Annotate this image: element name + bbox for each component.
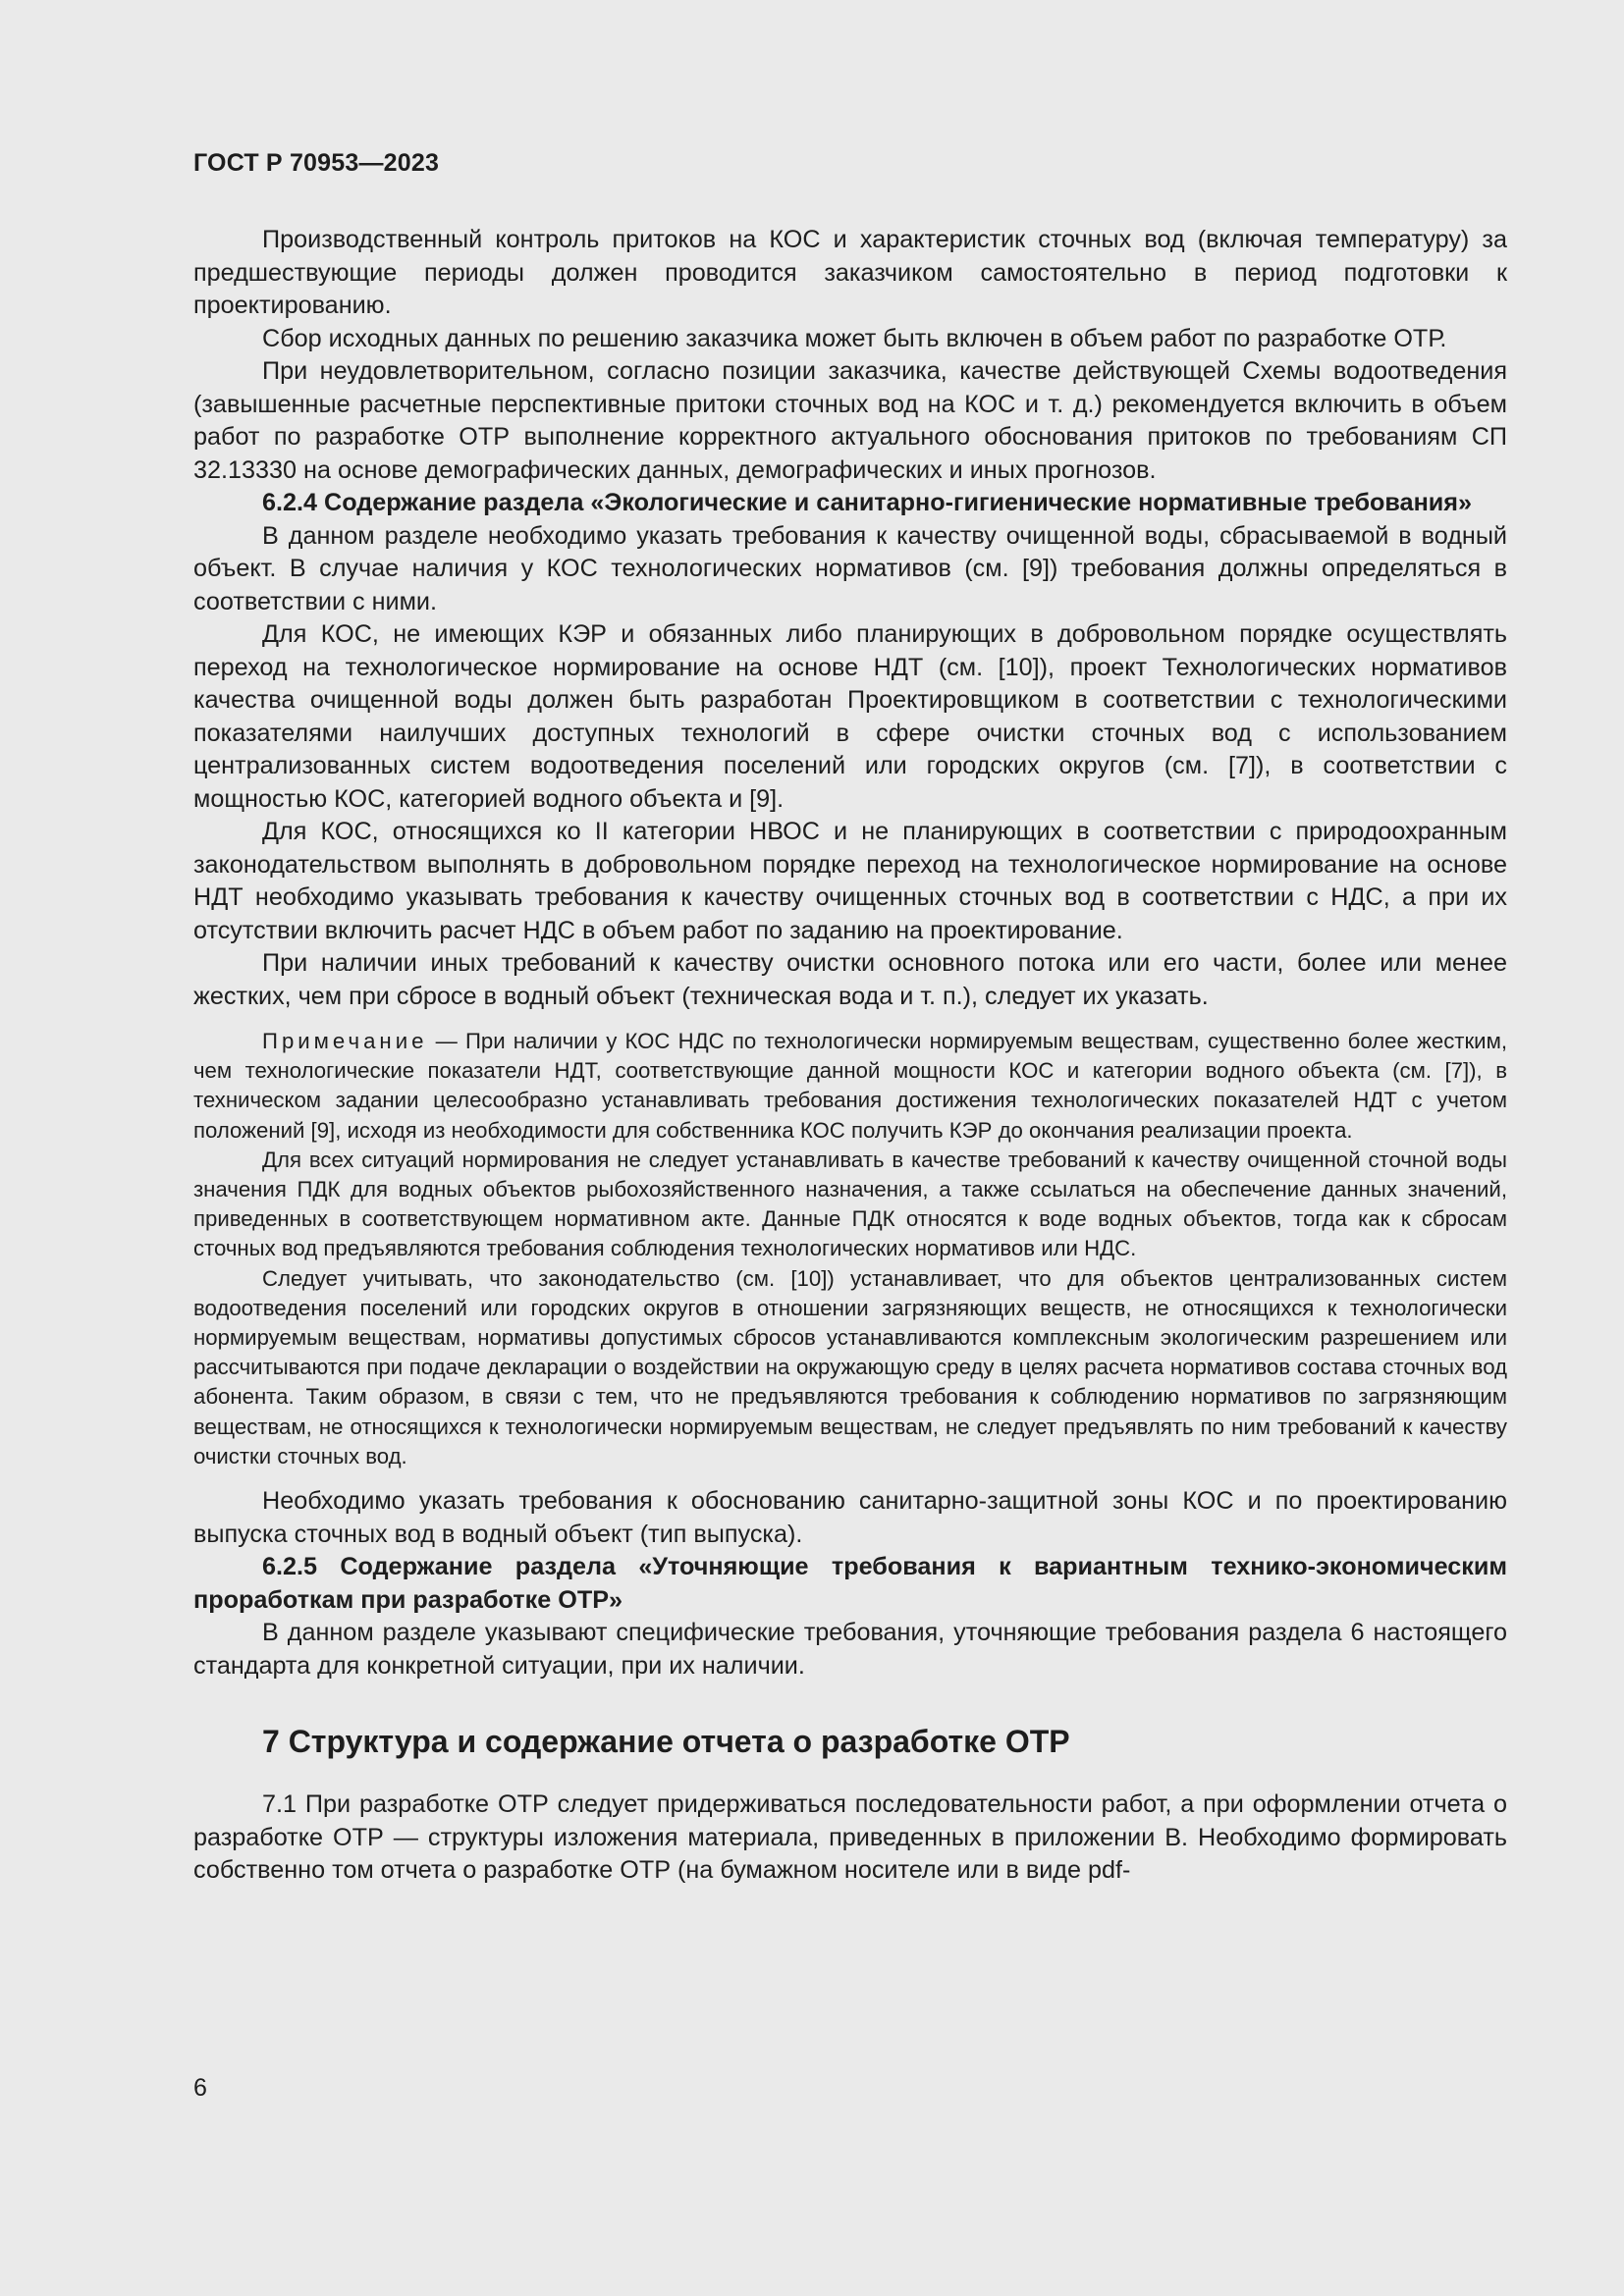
paragraph: В данном разделе указывают специфические требования, уточняющие требования раздела 6 настоящего стандарта для конкретной ситуации, при их наличии. xyxy=(193,1619,1507,1680)
page-number: 6 xyxy=(193,2074,207,2102)
subsection-heading-6-2-5: 6.2.5 Содержание раздела «Уточняющие требования к вариантным технико-экономическим проработкам при разработке ОТР» xyxy=(193,1553,1507,1614)
paragraph: При наличии иных требований к качеству очистки основного потока или его части, более или менее жестких, чем при сбросе в водный объект (техническая вода и т. п.), следует их указать. xyxy=(193,949,1507,1010)
paragraph: Для КОС, относящихся ко II категории НВОС и не планирующих в соответствии с природоохранным законодательством выполнять в добровольном порядке переход на технологическое нормирование на основе НДТ необходимо указывать требования к качеству очищенных сточных вод в соответствии с НДС, а при их отсутствии включить расчет НДС в объем работ по заданию на проектирование. xyxy=(193,818,1507,944)
note-block xyxy=(193,1027,1507,1471)
paragraph: В данном разделе необходимо указать требования к качеству очищенной воды, сбрасываемой в водный объект. В случае наличия у КОС технологических нормативов (см. [9]) требования должны определяться в соответствии с ними. xyxy=(193,521,1507,615)
paragraph: Для КОС, не имеющих КЭР и обязанных либо планирующих в добровольном порядке осуществлять переход на технологическое нормирование на основе НДТ (см. [10]), проект Технологических нормативов качества очищенной воды должен быть разработан Проектировщиком в соответствии с технологическими показателями наилучших доступных технологий в сфере очистки сточных вод с использованием централизованных систем водоотведения поселений или городских округов (см. [7]), в соответствии с мощностью КОС, категорией водного объекта и [9]. xyxy=(193,620,1507,813)
section-heading-7: 7 Структура и содержание отчета о разработке ОТР xyxy=(262,1724,1070,1760)
note-text: — При наличии у КОС НДС по технологически нормируемым веществам, существенно более жестким, чем технологические показатели НДТ, соответствующие данной мощности КОС и категории водного объекта (см. [7]), в техническом задании целесообразно устанавливать требования достижения технологических показателей НДТ с учетом положений [9], исходя из необходимости для собственника КОС получить КЭР до окончания реализации проекта. xyxy=(193,1029,1507,1143)
paragraph: Производственный контроль притоков на КОС и характеристик сточных вод (включая температуру) за предшествующие периоды должен проводится заказчиком самостоятельно в период подготовки к проектированию. xyxy=(193,226,1507,319)
note-paragraph xyxy=(193,1027,1507,1146)
note-paragraph: Для всех ситуаций нормирования не следует устанавливать в качестве требований к качеству очищенной сточной воды значения ПДК для водных объектов рыбохозяйственного назначения, а также ссылаться на обеспечение данных значений, приведенных в соответствующем нормативном акте. Данные ПДК относятся к воде водных объектов, тогда как к сбросам сточных вод предъявляются требования соблюдения технологических нормативов или НДС. xyxy=(193,1147,1507,1261)
document-code-header: ГОСТ Р 70953—2023 xyxy=(193,149,440,177)
note-paragraph: Следует учитывать, что законодательство (см. [10]) устанавливает, что для объектов централизованных систем водоотведения поселений или городских округов в отношении загрязняющих веществ, не относящихся к технологически нормируемым веществам, нормативы допустимых сбросов устанавливаются комплексным экологическим разрешением или рассчитываются при подаче декларации о воздействии на окружающую среду в целях расчета нормативов состава сточных вод абонента. Таким образом, в связи с тем, что не предъявляются требования к соблюдению нормативов по загрязняющим веществам, не относящихся к технологически нормируемым веществам, не следует предъявлять по ним требований к качеству очистки сточных вод. xyxy=(193,1265,1507,1468)
paragraph: Сбор исходных данных по решению заказчика может быть включен в объем работ по разработке ОТР. xyxy=(262,324,1447,352)
paragraph: При неудовлетворительном, согласно позиции заказчика, качестве действующей Схемы водоотведения (завышенные расчетные перспективные притоки сточных вод на КОС и т. д.) рекомендуется включить в объем работ по разработке ОТР выполнение корректного актуального обоснования притоков по требованиям СП 32.13330 на основе демографических данных, демографических и иных прогнозов. xyxy=(193,357,1507,484)
paragraph: Необходимо указать требования к обоснованию санитарно-защитной зоны КОС и по проектированию выпуска сточных вод в водный объект (тип выпуска). xyxy=(193,1487,1507,1548)
note-label: Примечание xyxy=(262,1029,428,1053)
subsection-heading-6-2-4: 6.2.4 Содержание раздела «Экологические и санитарно-гигиенические нормативные требования» xyxy=(262,489,1472,516)
document-body xyxy=(193,224,1507,1888)
paragraph: 7.1 При разработке ОТР следует придерживаться последовательности работ, а при оформлении отчета о разработке ОТР — структуры изложения материала, приведенных в приложении В. Необходимо формировать собственно том отчета о разработке ОТР (на бумажном носителе или в виде pdf- xyxy=(193,1790,1507,1885)
